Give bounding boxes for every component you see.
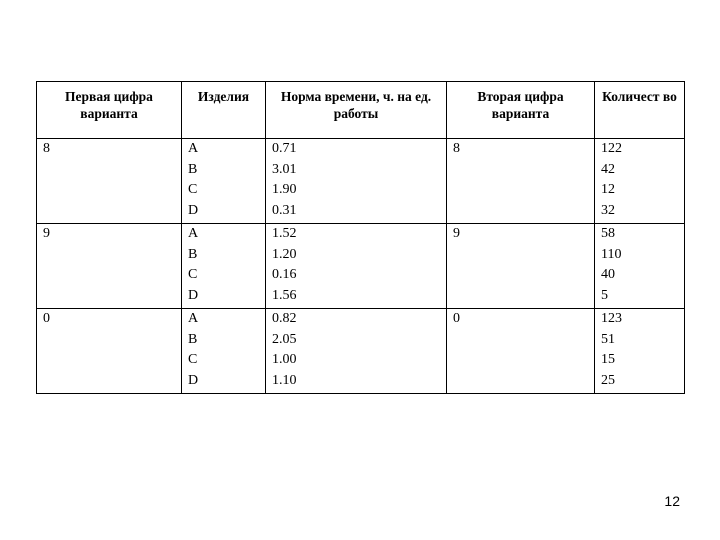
page-number: 12 (664, 493, 680, 509)
cell-first-digit: 8 (37, 139, 182, 224)
cell-products: A B C D (182, 224, 266, 309)
cell-products: A B C D (182, 139, 266, 224)
header-second-digit: Вторая цифра варианта (447, 82, 595, 139)
cell-quantity: 58 110 40 5 (595, 224, 685, 309)
cell-quantity: 122 42 12 32 (595, 139, 685, 224)
table-row (37, 224, 685, 309)
cell-second-digit: 0 (447, 309, 595, 394)
cell-quantity: 123 51 15 25 (595, 309, 685, 394)
cell-first-digit: 9 (37, 224, 182, 309)
cell-second-digit: 9 (447, 224, 595, 309)
cell-time-norm: 1.52 1.20 0.16 1.56 (266, 224, 447, 309)
cell-first-digit: 0 (37, 309, 182, 394)
cell-time-norm: 0.82 2.05 1.00 1.10 (266, 309, 447, 394)
cell-time-norm: 0.71 3.01 1.90 0.31 (266, 139, 447, 224)
header-products: Изделия (182, 82, 266, 139)
table-row (37, 139, 685, 224)
cell-products: A B C D (182, 309, 266, 394)
cell-second-digit: 8 (447, 139, 595, 224)
header-quantity: Количест во (595, 82, 685, 139)
header-time-norm: Норма времени, ч. на ед. работы (266, 82, 447, 139)
table-row (37, 309, 685, 394)
table-header-row (37, 82, 685, 139)
variants-table (36, 81, 685, 394)
header-first-digit: Первая цифра варианта (37, 82, 182, 139)
